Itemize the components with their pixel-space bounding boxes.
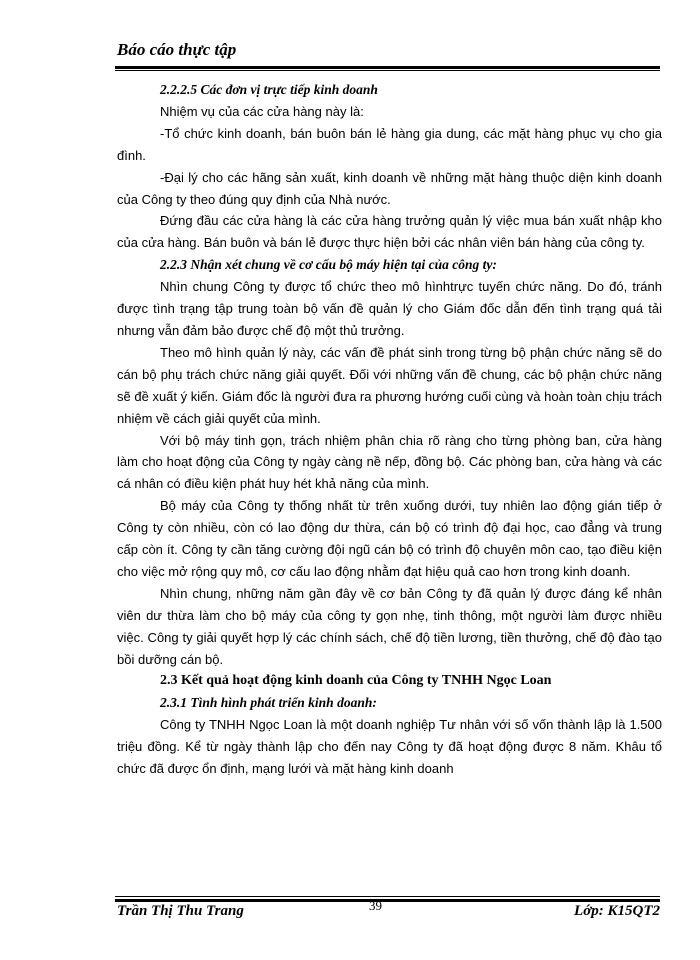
heading-2-3: 2.3 Kết quả hoạt động kinh doanh của Công ty TNHH Ngọc Loan	[160, 673, 552, 689]
paragraph: Bộ máy của Công ty thống nhất từ trên xuống dưới, tuy nhiên lao động gián tiếp ở Công ty còn nhiều, còn có lao động dư thừa, cán bộ có trình độ đại học, cao đẳng và trung cấp còn ít. Công ty cần tăng cường đội ngũ cán bộ có trình độ chuyên môn cao, tạo điều kiện cho việc mở rộng quy mô, cơ cấu lao động nhằm đạt hiệu quả cao hơn trong kinh doanh.	[117, 498, 662, 579]
footer-rule-thin	[115, 896, 660, 897]
paragraph: -Đại lý cho các hãng sản xuất, kinh doanh về những mặt hàng thuộc diện kinh doanh của Công ty theo đúng quy định của Nhà nước.	[117, 169, 662, 207]
paragraph: Nhìn chung, những năm gần đây về cơ bản Công ty đã quản lý được đáng kể nhân viên dư thừa làm cho bộ máy của công ty gọn nhẹ, tinh thông, một người làm được nhiều việc. Công ty giải quyết hợp lý các chính sách, chế độ tiền lương, tiền thưởng, chế độ đào tạo bồi dưỡng cán bộ.	[117, 585, 662, 667]
header-rule-thick	[115, 66, 660, 69]
heading-2-2-2-5: 2.2.2.5 Các đơn vị trực tiếp kinh doanh	[160, 82, 378, 97]
heading-2-2-3: 2.2.3 Nhận xét chung về cơ cấu bộ máy hiện tại của công ty:	[160, 257, 497, 273]
paragraph: Công ty TNHH Ngọc Loan là một doanh nghiệp Tư nhân với số vốn thành lập là 1.500 triệu đồng. Kể từ ngày thành lập cho đến nay Công ty đã hoạt động được 8 năm. Khâu tổ chức đã được ổn định, mạng lưới và mặt hàng kinh doanh	[117, 717, 662, 777]
paragraph: Theo mô hình quản lý này, các vấn đề phát sinh trong từng bộ phận chức năng sẽ do cán bộ phụ trách chức năng giải quyết. Đối với những vấn đề chung, các bộ phận chức năng sẽ đề xuất ý kiến. Giám đốc là người đưa ra phương hướng cuối cùng và hoàn toàn chịu trách nhiệm về cách giải quyết của mình.	[117, 344, 662, 426]
page-number: 39	[369, 898, 382, 913]
paragraph: Với bộ máy tinh gọn, trách nhiệm phân chia rõ ràng cho từng phòng ban, cửa hàng làm cho hoạt động của Công ty ngày càng nề nếp, đồng bộ. Các phòng ban, cửa hàng và các cá nhân có điều kiện phát huy hét khả năng của mình.	[117, 432, 662, 492]
paragraph: Nhiệm vụ của các cửa hàng này là:	[160, 103, 364, 119]
paragraph: Đứng đầu các cửa hàng là các cửa hàng trưởng quản lý việc mua bán xuất nhập kho của cửa hàng. Bán buôn và bán lẻ được thực hiện bởi các nhân viên bán hàng của công ty.	[117, 213, 662, 251]
paragraph: -Tổ chức kinh doanh, bán buôn bán lẻ hàng gia dung, các mặt hàng phục vụ cho gia đình.	[117, 125, 662, 163]
footer-author: Trần Thị Thu Trang	[117, 903, 244, 919]
heading-2-3-1: 2.3.1 Tình hình phát triển kinh doanh:	[160, 695, 377, 711]
footer-rule-thick	[115, 899, 660, 902]
paragraph: Nhìn chung Công ty được tổ chức theo mô hìnhtrực tuyến chức năng. Do đó, tránh được tình trạng tập trung toàn bộ vấn đề quản lý cho Giám đốc dẫn đến tình trạng quá tải nhưng vẫn đảm bảo được chế độ một thủ trưởng.	[117, 279, 662, 338]
page-header-title: Báo cáo thực tập	[117, 40, 237, 59]
footer-class: Lớp: K15QT2	[574, 903, 660, 919]
document-body	[117, 79, 662, 780]
header-rule-thin	[115, 70, 660, 71]
